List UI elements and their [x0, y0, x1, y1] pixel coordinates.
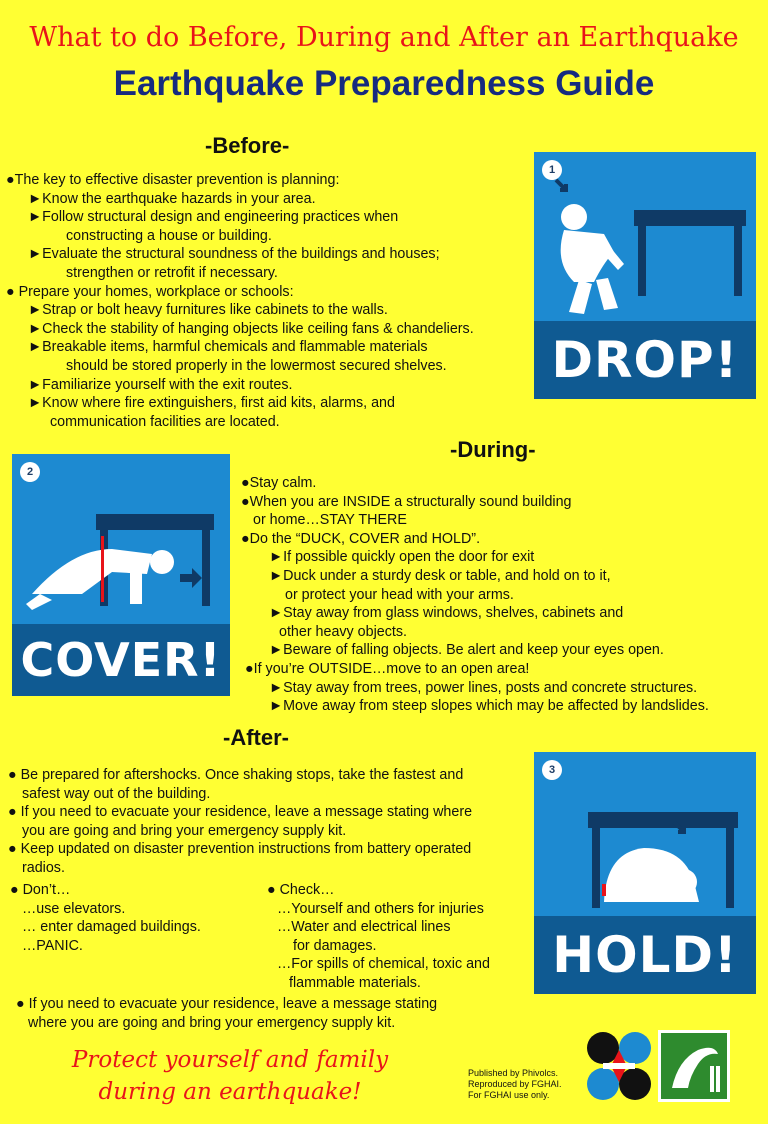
list-item: ● Prepare your homes, workplace or schools:: [6, 283, 294, 300]
phivolcs-logo-icon: [583, 1030, 655, 1102]
list-item: where you are going and bring your emergency supply kit.: [28, 1014, 396, 1031]
list-item: ● Be prepared for aftershocks. Once shaking stops, take the fastest and: [8, 767, 464, 783]
list-item: ►Duck under a sturdy desk or table, and hold on to it,: [269, 567, 611, 584]
list-item: ● If you need to evacuate your residence, leave a message stating where: [8, 804, 473, 821]
list-item: ●Do the “DUCK, COVER and HOLD”.: [241, 530, 481, 547]
after-list: [8, 766, 472, 878]
fghai-logo-icon: [658, 1030, 730, 1102]
drop-panel: [534, 152, 756, 399]
list-item: ►Familiarize yourself with the exit routes.: [28, 376, 293, 393]
list-item: ►Know where fire extinguishers, first aid kits, alarms, and: [28, 395, 395, 412]
panel-number: 2: [20, 462, 40, 482]
list-item: ●Stay calm.: [241, 475, 317, 491]
list-item: ►Follow structural design and engineering practices when: [28, 209, 399, 226]
credit-line: Reproduced by FGHAI.: [468, 1079, 562, 1089]
footer-slogan: [40, 1044, 420, 1108]
during-heading: -During-: [450, 437, 536, 462]
list-item: should be stored properly in the lowermost secured shelves.: [66, 357, 447, 374]
credit-line: For FGHAI use only.: [468, 1090, 550, 1100]
hold-label: HOLD!: [534, 916, 756, 994]
before-list: [6, 171, 474, 431]
before-heading: -Before-: [205, 133, 290, 158]
list-item: ►Strap or bolt heavy furnitures like cabinets to the walls.: [28, 302, 388, 319]
slogan-line: Protect yourself and family: [71, 1047, 389, 1073]
after-final-list: [16, 995, 437, 1032]
check-title: ● Check…: [267, 882, 335, 898]
page-subtitle: Earthquake Preparedness Guide: [113, 64, 655, 103]
slogan-line: during an earthquake!: [98, 1079, 362, 1105]
list-item: ►Check the stability of hanging objects like ceiling fans & chandeliers.: [28, 320, 474, 337]
list-item: other heavy objects.: [279, 623, 407, 640]
check-list: [267, 881, 490, 993]
list-item: ●When you are INSIDE a structurally sound building: [241, 493, 572, 510]
list-item: …Yourself and others for injuries: [277, 900, 484, 917]
list-item: strengthen or retrofit if necessary.: [66, 264, 278, 281]
list-item: …use elevators.: [22, 900, 126, 917]
list-item: you are going and bring your emergency supply kit.: [22, 822, 347, 839]
list-item: safest way out of the building.: [22, 785, 211, 802]
cover-panel: [12, 454, 230, 696]
during-list: [241, 474, 709, 716]
list-item: ● If you need to evacuate your residence, leave a message stating: [16, 996, 438, 1012]
list-item: ►Beware of falling objects. Be alert and keep your eyes open.: [269, 642, 664, 659]
list-item: for damages.: [293, 937, 377, 954]
list-item: ●The key to effective disaster prevention is planning:: [6, 172, 340, 188]
panel-number: 1: [542, 160, 562, 180]
list-item: ►If possible quickly open the door for exit: [269, 549, 535, 566]
cover-label: COVER!: [12, 624, 230, 696]
list-item: communication facilities are located.: [50, 413, 280, 430]
list-item: ● Keep updated on disaster prevention instructions from battery operated: [8, 841, 472, 858]
list-item: ►Move away from steep slopes which may be affected by landslides.: [269, 698, 709, 715]
list-item: ►Breakable items, harmful chemicals and flammable materials: [28, 339, 428, 356]
list-item: flammable materials.: [289, 974, 421, 991]
list-item: ●If you’re OUTSIDE…move to an open area!: [245, 660, 530, 677]
list-item: …Water and electrical lines: [277, 919, 451, 936]
list-item: or home…STAY THERE: [253, 512, 407, 529]
dont-list: [10, 881, 201, 955]
list-item: ►Stay away from glass windows, shelves, cabinets and: [269, 605, 624, 622]
list-item: ►Evaluate the structural soundness of the buildings and houses;: [28, 246, 440, 263]
list-item: ►Stay away from trees, power lines, posts and concrete structures.: [269, 679, 698, 696]
credit-line: Published by Phivolcs.: [468, 1068, 559, 1078]
list-item: constructing a house or building.: [66, 227, 272, 244]
hold-panel: [534, 752, 756, 994]
list-item: ►Know the earthquake hazards in your area.: [28, 190, 316, 207]
page-title: What to do Before, During and After an Earthquake: [29, 22, 739, 53]
list-item: or protect your head with your arms.: [285, 586, 514, 603]
list-item: … enter damaged buildings.: [22, 919, 201, 936]
dont-title: ● Don’t…: [10, 882, 71, 898]
drop-label: DROP!: [534, 321, 756, 399]
after-heading: -After-: [223, 725, 289, 750]
list-item: …PANIC.: [22, 937, 83, 954]
list-item: …For spills of chemical, toxic and: [277, 956, 490, 973]
credit-text: [468, 1068, 562, 1101]
panel-number: 3: [542, 760, 562, 780]
list-item: radios.: [22, 859, 65, 876]
